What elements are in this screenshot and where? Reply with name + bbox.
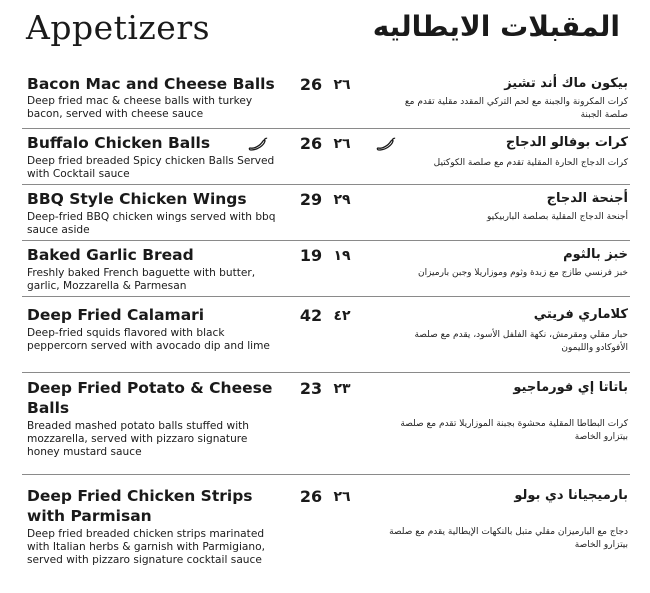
item-price: 23 xyxy=(299,379,323,398)
item-name: BBQ Style Chicken Wings xyxy=(27,190,247,208)
item-price-arabic: ٤٢ xyxy=(333,308,351,324)
item-name-arabic: خبز بالثوم xyxy=(563,247,628,262)
item-price-arabic: ٢٣ xyxy=(333,381,351,397)
item-description: Deep-fried BBQ chicken wings served with bbq sauce aside xyxy=(27,211,276,236)
item-price: 29 xyxy=(299,190,323,209)
item-description-arabic: أجنحة الدجاج المقلية بصلصة الباربيكيو xyxy=(487,212,628,222)
item-name-arabic: بيكون ماك أند تشيز xyxy=(504,76,628,91)
item-description: Deep fried breaded chicken strips marinated with Italian herbs & garnish with Parmigiano, served with pizzaro signature cocktail sauce xyxy=(27,528,265,566)
item-description-arabic: كرات البطاطا المقلية محشوة بجبنة الموزاريلا تقدم مع صلصة بيتزارو الخاصة xyxy=(400,419,628,442)
chili-pepper-icon xyxy=(248,137,268,151)
item-name: Deep Fried Chicken Strips with Parmisan xyxy=(27,487,253,525)
item-description-arabic: كرات الدجاج الحارة المقلية تقدم مع صلصة الكوكتيل xyxy=(433,158,628,168)
item-name: Deep Fried Calamari xyxy=(27,306,205,324)
item-description: Freshly baked French baguette with butter, garlic, Mozzarella & Parmesan xyxy=(27,267,256,292)
item-price-arabic: ١٩ xyxy=(333,248,351,264)
item-description-arabic: كرات المكرونة والجبنة مع لحم التركي المقدد مقلية تقدم مع صلصة الجبنة xyxy=(404,97,628,120)
page-title-arabic: المقبلات الايطاليه xyxy=(372,10,620,43)
item-name-arabic: باتاتا إي فورماجيو xyxy=(513,380,628,395)
item-description: Deep fried breaded Spicy chicken Balls Served with Cocktail sauce xyxy=(27,155,275,180)
item-price-arabic: ٢٦ xyxy=(333,136,351,152)
item-name-arabic: بارميجيانا دي بولو xyxy=(514,488,628,503)
item-description: Deep-fried squids flavored with black peppercorn served with avocado dip and lime xyxy=(27,327,270,352)
item-description: Breaded mashed potato balls stuffed with mozzarella, served with pizzaro signature honey mustard sauce xyxy=(27,420,250,458)
item-name: Baked Garlic Bread xyxy=(27,246,194,264)
item-price-arabic: ٢٦ xyxy=(333,489,351,505)
item-name: Buffalo Chicken Balls xyxy=(27,134,211,152)
divider xyxy=(22,128,630,129)
item-description-arabic: دجاج مع البارميزان مقلي متبل بالنكهات الإيطالية يقدم مع صلصة بيتزارو الخاصة xyxy=(389,527,628,550)
item-price-arabic: ٢٦ xyxy=(333,77,351,93)
item-name-arabic: كرات بوفالو الدجاج xyxy=(505,135,628,150)
divider xyxy=(22,474,630,475)
item-name-arabic: كلاماري فريتي xyxy=(533,307,628,322)
item-price: 26 xyxy=(299,487,323,506)
divider xyxy=(22,184,630,185)
item-price: 42 xyxy=(299,306,323,325)
divider xyxy=(22,372,630,373)
divider xyxy=(22,296,630,297)
item-description-arabic: حبار مقلي ومقرمش، نكهة الفلفل الأسود، يقدم مع صلصة الأفوكادو والليمون xyxy=(414,330,628,353)
item-price: 26 xyxy=(299,134,323,153)
page-title: Appetizers xyxy=(26,8,211,47)
item-description: Deep fried mac & cheese balls with turkey bacon, served with cheese sauce xyxy=(27,95,253,120)
item-price-arabic: ٢٩ xyxy=(333,192,351,208)
divider xyxy=(22,240,630,241)
item-name: Deep Fried Potato & Cheese Balls xyxy=(27,379,273,417)
item-price: 19 xyxy=(299,246,323,265)
item-description-arabic: خبز فرنسي طازج مع زبدة وثوم وموزاريلا وجبن بارميزان xyxy=(417,268,628,278)
item-name: Bacon Mac and Cheese Balls xyxy=(27,75,275,93)
item-price: 26 xyxy=(299,75,323,94)
item-name-arabic: أجنحة الدجاج xyxy=(546,191,628,206)
